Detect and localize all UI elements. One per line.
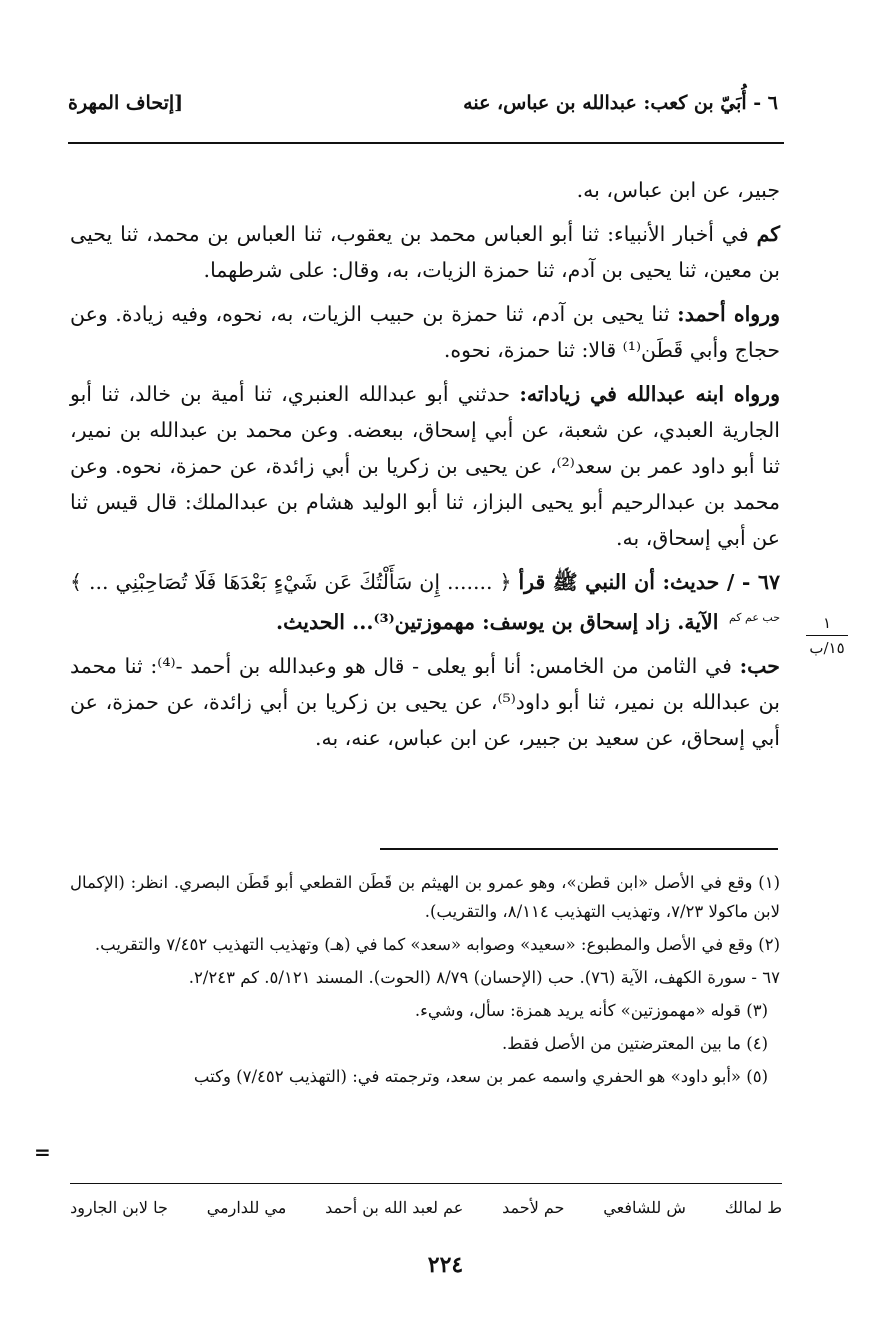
abbr-item: ش للشافعي — [603, 1198, 686, 1217]
running-header — [68, 92, 788, 126]
footnotes — [70, 868, 780, 1095]
margin-note-rule — [806, 635, 848, 636]
margin-note-top: ١ — [822, 614, 832, 632]
paragraph-4-lead: ورواه ابنه عبدالله في زياداته: — [519, 382, 780, 406]
header-divider — [68, 142, 784, 144]
footnote-2: (٢) وقع في الأصل والمطبوع: «سعيد» وصوابه «سعد» كما في (هـ) وتهذيب التهذيب ٧/٤٥٢ والتقريب. — [94, 935, 780, 954]
paragraph-2-lead: كم — [756, 222, 780, 246]
hadith-source-codes: حب عم كم — [728, 611, 780, 624]
hadith-number: ٦٧ - / حديث: أن النبي ﷺ قرأ — [518, 570, 780, 594]
footnote-divider — [380, 848, 778, 850]
footnote-3: (٣) قوله «مهموزتين» كأنه يريد همزة: سأل، وشيء. — [414, 1001, 768, 1020]
main-text — [70, 172, 780, 764]
paragraph-6-text: في الثامن من الخامس: أنا أبو يعلى - قال هو وعبدالله بن أحمد -⁽⁴⁾: ثنا محمد بن عبدالله بن نمير، ثنا أبو داود⁽⁵⁾، عن يحيى بن زكريا بن أبي زائدة، عن حمزة، عن أبي إسحاق، عن سعيد بن جبير، عن ابن عباس، عنه، به. — [70, 653, 780, 750]
abbr-item: حم لأحمد — [502, 1198, 565, 1217]
abbreviations-key — [70, 1198, 782, 1217]
page-number: ٢٢٤ — [427, 1252, 464, 1278]
paragraph-3-text: ثنا يحيى بن آدم، ثنا حمزة بن حبيب الزيات، به، نحوه، وفيه زيادة. وعن حجاج وأبي قَطَن⁽¹⁾ قالا: ثنا حمزة، نحوه. — [70, 302, 780, 362]
paragraph-4-text: حدثني أبو عبدالله العنبري، ثنا أمية بن خالد، ثنا أبو الجارية العبدي، عن شعبة، عن أبي إسحاق، ببعضه. وعن محمد بن عبدالله بن نمير، ثنا أبو داود عمر بن سعد⁽²⁾، عن يحيى بن زكريا بن أبي زائدة، عن حمزة، نحوه. وعن محمد بن عبدالرحيم أبو يحيى البزاز، ثنا أبو الوليد هشام بن عبدالملك: قال قيس ثنا عن أبي إسحاق، به. — [70, 382, 780, 550]
paragraph-4 — [70, 376, 780, 556]
manuscript-margin-note — [800, 612, 854, 659]
footnote-1: (١) وقع في الأصل «ابن قطن»، وهو عمرو بن الهيثم بن قَطَن القطعي أبو قَطَن البصري. انظر: (الإكمال لابن ماكولا ٧/٢٣، وتهذيب التهذيب ٨/١١٤، والتقريب). — [70, 873, 780, 921]
hadith-tail: الآية. زاد إسحاق بن يوسف: مهموزتين⁽³⁾... الحديث. — [276, 609, 719, 634]
paragraph-1: جبير، عن ابن عباس، به. — [576, 178, 780, 202]
paragraph-6-lead: حب: — [739, 653, 780, 678]
continuation-mark: = — [34, 1140, 51, 1164]
paragraph-3 — [70, 296, 780, 368]
abbr-item: ط لمالك — [724, 1198, 782, 1217]
hadith-quran-verse: ﴿ ....... إِن سَأَلْتُكَ عَن شَيْءٍ بَعْدَهَا فَلَا تُصَاحِبْنِي ... ﴾ — [70, 570, 512, 594]
paragraph-6 — [70, 648, 780, 756]
paragraph-2 — [70, 216, 780, 288]
book-title: [إتحاف المهرة — [68, 92, 184, 114]
abbr-item: مي للدارمي — [206, 1198, 287, 1217]
hadith-paragraph — [70, 564, 780, 640]
footnote-4: (٤) ما بين المعترضتين من الأصل فقط. — [502, 1034, 768, 1053]
abbreviations-divider — [70, 1183, 782, 1184]
margin-note-bottom: ١٥/ب — [809, 639, 845, 657]
footnote-67: ٦٧ - سورة الكهف، الآية (٧٦). حب (الإحسان) ٨/٧٩ (الحوت). المسند ٥/١٢١. كم ٢/٢٤٣. — [188, 968, 780, 987]
abbr-item: جا لابن الجارود — [70, 1198, 168, 1217]
abbr-item: عم لعبد الله بن أحمد — [325, 1198, 464, 1217]
paragraph-3-lead: ورواه أحمد: — [677, 302, 780, 326]
chapter-title: ٦ - أُبَيّ بن كعب: عبدالله بن عباس، عنه — [463, 92, 778, 114]
paragraph-2-text: في أخبار الأنبياء: ثنا أبو العباس محمد بن يعقوب، ثنا العباس بن محمد، ثنا يحيى بن معين، ثنا يحيى بن آدم، ثنا حمزة الزيات، به، وقال: على شرطهما. — [70, 222, 780, 282]
footnote-5: (٥) «أبو داود» هو الحفري واسمه عمر بن سعد، وترجمته في: (التهذيب ٧/٤٥٢) وكتب — [193, 1067, 768, 1086]
